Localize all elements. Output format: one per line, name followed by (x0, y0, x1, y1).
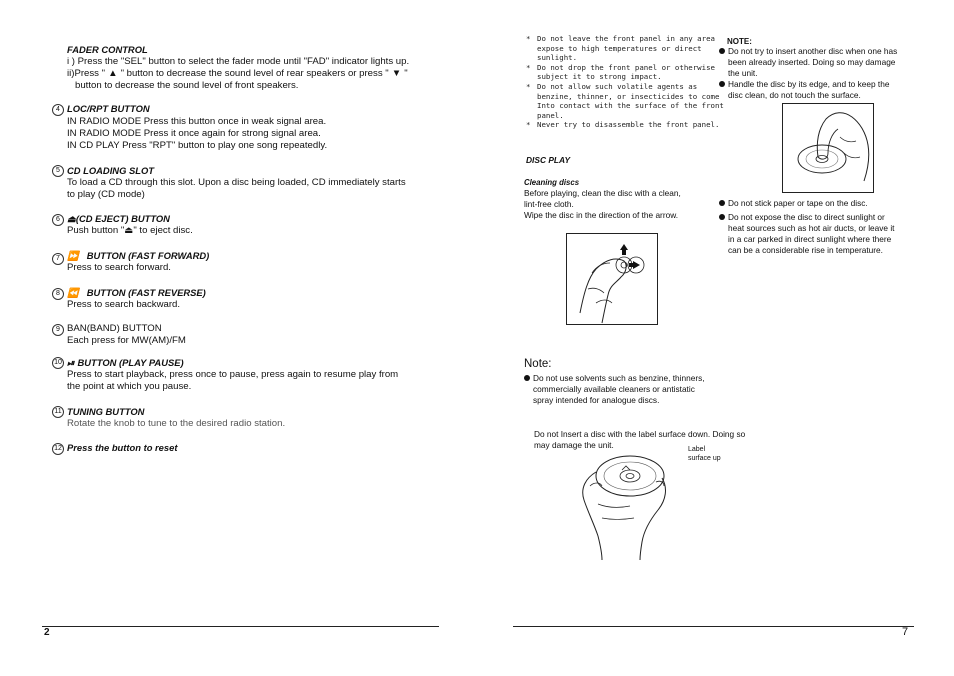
caution-line: sunlight. (537, 53, 578, 63)
cleaning-line: Wipe the disc in the direction of the arrow. (524, 210, 679, 220)
note-line: spray intended for analogue discs. (533, 395, 660, 405)
fader-line-2 (67, 68, 408, 80)
note-bullet (719, 46, 897, 57)
caution-line: subject it to strong impact. (537, 72, 662, 82)
note-line (524, 373, 705, 384)
item-line: Press to start playback, press once to pause, press again to resume play from (67, 369, 399, 380)
item-line: the point at which you pause. (67, 381, 192, 392)
item-line: Press to search backward. (67, 299, 181, 310)
cd-loading-heading: CD LOADING SLOT (67, 165, 154, 176)
note-text: Do not use solvents such as benzine, thinners, (533, 373, 705, 383)
eject-text-b: " to eject disc. (133, 225, 193, 236)
ff-title: BUTTON (FAST FORWARD) (86, 250, 210, 261)
item-number: 10 (52, 357, 64, 369)
item-line: IN CD PLAY Press "RPT" button to play one song repeatedly. (67, 140, 328, 151)
item-number: 5 (52, 165, 64, 177)
page-number: 7 (902, 626, 909, 638)
fr-title: BUTTON (FAST REVERSE) (86, 287, 206, 298)
star: * (526, 34, 531, 43)
reset-heading: Press the button to reset (67, 442, 178, 453)
note-line: heat sources such as hot air ducts, or leave it (728, 223, 895, 233)
down-triangle-icon: ▼ (391, 68, 402, 79)
caution-line: Into contact with the surface of the front (537, 101, 724, 111)
fader-line-1: i ) Press the "SEL" button to select the fader mode until "FAD" indicator lights up. (67, 56, 410, 67)
note-bullet (719, 198, 868, 209)
cleaning-heading: Cleaning discs (524, 178, 580, 187)
note-line: been already inserted. Doing so may damage (728, 57, 896, 67)
note-text: Do not stick paper or tape on the disc. (728, 198, 868, 208)
caution-line: expose to high temperatures or direct (537, 43, 702, 53)
note-bullet (719, 212, 885, 223)
cleaning-line: Before playing, clean the disc with a clean, (524, 188, 681, 198)
cd-eject-heading (67, 213, 170, 225)
item-number: 4 (52, 104, 64, 116)
play-pause-heading (67, 357, 184, 369)
footer-rule (513, 626, 914, 627)
item-number: 11 (52, 406, 64, 418)
bullet-icon (524, 375, 530, 381)
caution-line: Do not allow such volatile agents as (537, 81, 698, 91)
label-caption-line: Label (688, 446, 706, 453)
label-warning-line: may damage the unit. (534, 440, 614, 450)
disc-cleaning-illustration (566, 233, 658, 325)
eject-text-a: Push button " (67, 225, 125, 236)
bullet-icon (719, 200, 725, 206)
note-bullet (719, 79, 889, 90)
eject-icon: ⏏ (124, 225, 134, 236)
fader-line-2c: " (404, 68, 408, 79)
item-number: 9 (52, 324, 64, 336)
star: * (526, 81, 531, 91)
note-line: in a car parked in direct sunlight where there (728, 234, 892, 244)
note-line: commercially available cleaners or antistatic (533, 384, 695, 394)
eject-icon: ⏏ (67, 213, 76, 224)
band-heading: BAN(BAND) BUTTON (67, 323, 162, 334)
note-text: Handle the disc by its edge, and to keep the (728, 79, 890, 89)
star: * (526, 62, 531, 72)
hand-holding-disc-illustration (572, 452, 676, 560)
fader-line-2b: " button to decrease the sound level of rear speakers or press " (120, 68, 389, 79)
disc-play-heading: DISC PLAY (526, 155, 571, 165)
item-line: Press to search forward. (67, 262, 171, 273)
bullet-icon (719, 214, 725, 220)
bullet-icon (719, 81, 725, 87)
item-line (67, 225, 193, 237)
note-line: can be a considerable rise in temperature. (728, 245, 883, 255)
item-line: IN RADIO MODE Press it once again for strong signal area. (67, 128, 321, 139)
fast-reverse-heading (67, 287, 206, 299)
note-heading: Note: (524, 358, 552, 370)
item-number: 7 (52, 253, 64, 265)
footer-rule (42, 626, 439, 627)
caution-line: Do not drop the front panel or otherwise (537, 62, 715, 72)
fader-line-2a: ii)Press " (67, 68, 106, 79)
label-caption (688, 445, 721, 464)
label-warning-line: Do not Insert a disc with the label surface down. Doing so (534, 429, 746, 439)
bullet-icon (719, 48, 725, 54)
item-number: 12 (52, 443, 64, 455)
caution-item (526, 82, 724, 92)
note-line: the unit. (728, 68, 758, 78)
note-small-heading: NOTE: (727, 37, 752, 46)
up-triangle-icon: ▲ (108, 68, 118, 79)
caution-item (526, 34, 724, 44)
fast-forward-icon: ⏩ (67, 250, 79, 261)
caution-item (526, 63, 724, 73)
page-number: 2 (44, 627, 50, 638)
fast-reverse-icon: ⏪ (67, 287, 79, 298)
note-text: Do not try to insert another disc when one has (728, 46, 898, 56)
label-caption-line: surface up (688, 455, 721, 463)
caution-item (526, 120, 724, 130)
item-line: To load a CD through this slot. Upon a disc being loaded, CD immediately starts (67, 177, 406, 188)
cd-eject-title: (CD EJECT) BUTTON (75, 213, 170, 224)
item-line: IN RADIO MODE Press this button once in weak signal area. (67, 116, 327, 127)
fader-line-3: button to decrease the sound level of front speakers. (75, 80, 299, 91)
fader-control-heading: FADER CONTROL (67, 44, 148, 55)
star: * (526, 120, 531, 130)
cleaning-line: lint-free cloth. (524, 199, 574, 209)
caution-line: Never try to disassemble the front panel. (537, 120, 720, 130)
item-number: 6 (52, 214, 64, 226)
play-pause-icon: ⏯ (67, 357, 75, 368)
loc-rpt-heading: LOC/RPT BUTTON (67, 103, 150, 114)
fast-forward-heading (67, 250, 209, 262)
item-line: to play (CD mode) (67, 189, 145, 200)
caution-line: benzine, thinner, or insecticides to come (537, 91, 720, 101)
finger-disc-illustration (782, 103, 874, 193)
caution-line: panel. (537, 110, 564, 120)
note-line: disc clean, do not touch the surface. (728, 90, 861, 100)
note-text: Do not expose the disc to direct sunlight or (728, 212, 885, 222)
caution-list (526, 34, 724, 130)
item-line: Rotate the knob to tune to the desired radio station. (67, 418, 286, 429)
item-number: 8 (52, 288, 64, 300)
tuning-heading: TUNING BUTTON (67, 406, 145, 417)
caution-line: Do not leave the front panel in any area (537, 34, 715, 43)
pp-title: BUTTON (PLAY PAUSE) (77, 357, 184, 368)
item-line: Each press for MW(AM)/FM (67, 335, 186, 346)
